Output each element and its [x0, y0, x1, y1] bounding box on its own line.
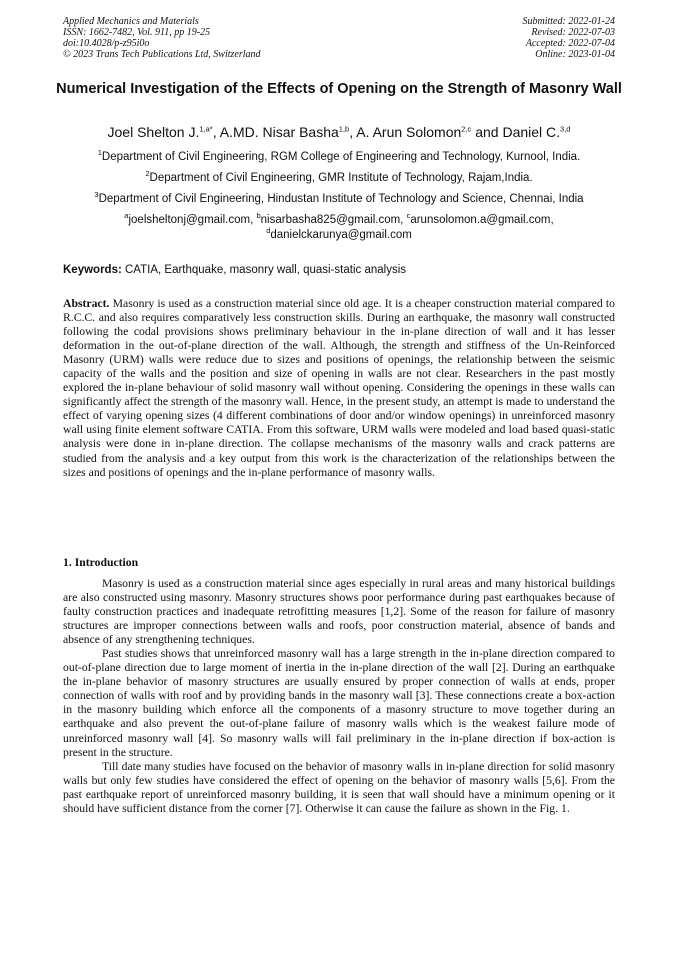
affiliation-text: Department of Civil Engineering, Hindustan Institute of Technology and Science, Chennai, India — [98, 193, 584, 205]
author-name: Daniel C. — [502, 124, 561, 140]
copyright: © 2023 Trans Tech Publications Ltd, Switzerland — [63, 49, 261, 60]
keywords-label: Keywords: — [63, 264, 122, 276]
email-link[interactable]: arunsolomon.a@gmail.com, — [410, 214, 554, 226]
author-sup: 1,b — [338, 124, 350, 134]
affiliation-number: 3 — [94, 190, 99, 200]
abstract-text: Masonry is used as a construction material since old age. It is a cheaper construction material compared to R.C.C. and also requires comparatively less construction skills. During an earthquake, the masonry wall constructed following the codal provisions shows preliminary behaviour in the in-plane direction of wall and it has lesser deformation in the out-of-plane direction of the wall. Although, the strength and stiffness of the Un-Reinforced Masonry (URM) walls were reduce due to sizes and positions of openings, the relationship between the seismic capacity of the walls and the position and size of opening in walls are not clear. Researchers in the past mostly explored the in-plane behaviour of solid masonry wall without opening. Considering the openings in these walls can significantly affect the strength of the masonry wall. Hence, in the present study, an attempt is made to understand the effect of varying opening sizes (4 different combinations of door and/or window openings) in unreinforced masonry wall using finite element software CATIA. From this software, URM walls were modeled and load based quasi-static analysis were done in in-plane direction. The collapse mechanisms of the masonry walls and crack patterns are studied from the analysis and a key output from this work is the characterization of the relationships between the sizes and positions of openings and the in-plane performance of masonry walls. — [63, 297, 615, 479]
abstract — [63, 297, 615, 480]
paper-title: Numerical Investigation of the Effects of Opening on the Strength of Masonry Wall — [56, 81, 622, 97]
email-sup: a — [124, 211, 129, 221]
affiliation — [20, 148, 658, 163]
abstract-label: Abstract. — [63, 297, 110, 310]
email-link[interactable]: danielckarunya@gmail.com — [270, 229, 412, 241]
publication-dates — [523, 16, 616, 60]
keywords-text: CATIA, Earthquake, masonry wall, quasi-static analysis — [121, 264, 407, 276]
email-sup: c — [406, 211, 411, 221]
affiliation-text: Department of Civil Engineering, GMR Institute of Technology, Rajam,India. — [149, 172, 533, 184]
author-name: Joel Shelton J. — [107, 124, 200, 140]
accepted-date: Accepted: 2022-07-04 — [525, 38, 615, 49]
author-list — [20, 124, 658, 140]
keywords — [63, 264, 615, 276]
submitted-date: Submitted: 2022-01-24 — [522, 16, 615, 27]
section-heading: 1. Introduction — [63, 556, 139, 569]
affiliation — [20, 190, 658, 205]
affiliation-text: Department of Civil Engineering, RGM College of Engineering and Technology, Kurnool, India. — [101, 151, 581, 163]
email-sup: d — [266, 226, 271, 236]
issn: ISSN: 1662-7482, Vol. 911, pp 19-25 — [63, 27, 211, 38]
journal-info — [63, 16, 261, 60]
journal-name: Applied Mechanics and Materials — [63, 16, 199, 27]
paragraph: Till date many studies have focused on the behavior of masonry walls in in-plane direction for solid masonry walls but only few studies have considered the effect of opening on the behavior of masonry walls [5,6]. From the past earthquake report of unreinforced masonry building, it is seen that wall should have a minimum opening or it should have sufficient distance from the corner [7]. Otherwise it can cause the failure as shown in the Fig. 1. — [63, 759, 615, 815]
page-header — [63, 16, 615, 60]
paragraph: Masonry is used as a construction material since ages especially in rural areas and many historical buildings are also constructed using masonry. Masonry structures shows poor performance during past earthquakes because of faulty construction practices and inadequate retrofitting measures [1,2]. Some of the reason for failure of masonry structures are improper connections between walls and roofs, poor construction material, absence of bands and absence of any strengthening techniques. — [63, 577, 615, 647]
affiliation — [20, 169, 658, 184]
paragraph: Past studies shows that unreinforced masonry wall has a large strength in the in-plane direction compared to out-of-plane direction due to large moment of inertia in the in-plane direction of the wall [2]. During an earthquake the in-plane behavior of masonry structures are usually ensured by proper connection of walls at ends, proper connection of walls with roof and by providing bands in the masonry wall [3]. These connections create a box-action in the masonry building which enforce all the components of a masonry structure to move together during an earthquake and also prevent the out-of-plane failure of masonry walls which is the weakest failure mode of unreinforced masonry wall [4]. So masonry walls will fail preliminary in the in-plane direction if box-action is present in the structure. — [63, 647, 615, 759]
email-link[interactable]: nisarbasha825@gmail.com, — [260, 214, 407, 226]
email-link[interactable]: joelsheltonj@gmail.com, — [128, 214, 257, 226]
affiliation-number: 2 — [145, 169, 150, 179]
introduction-body — [63, 577, 615, 816]
author-sep: , — [349, 124, 357, 140]
author-name: A. Arun Solomon — [356, 124, 462, 140]
author-sup: 2,c — [461, 124, 472, 134]
author-sup: 1,a* — [199, 124, 213, 134]
online-date: Online: 2023-01-04 — [535, 49, 615, 60]
doi: doi:10.4028/p-z95i0o — [63, 38, 150, 49]
author-sup: 3,d — [560, 124, 571, 134]
revised-date: Revised: 2022-07-03 — [531, 27, 615, 38]
author-sep: and — [471, 124, 503, 140]
affiliation-number: 1 — [97, 148, 102, 158]
email-sup: b — [256, 211, 261, 221]
author-sep: , — [212, 124, 220, 140]
email-list — [40, 213, 638, 243]
author-name: A.MD. Nisar Basha — [219, 124, 339, 140]
